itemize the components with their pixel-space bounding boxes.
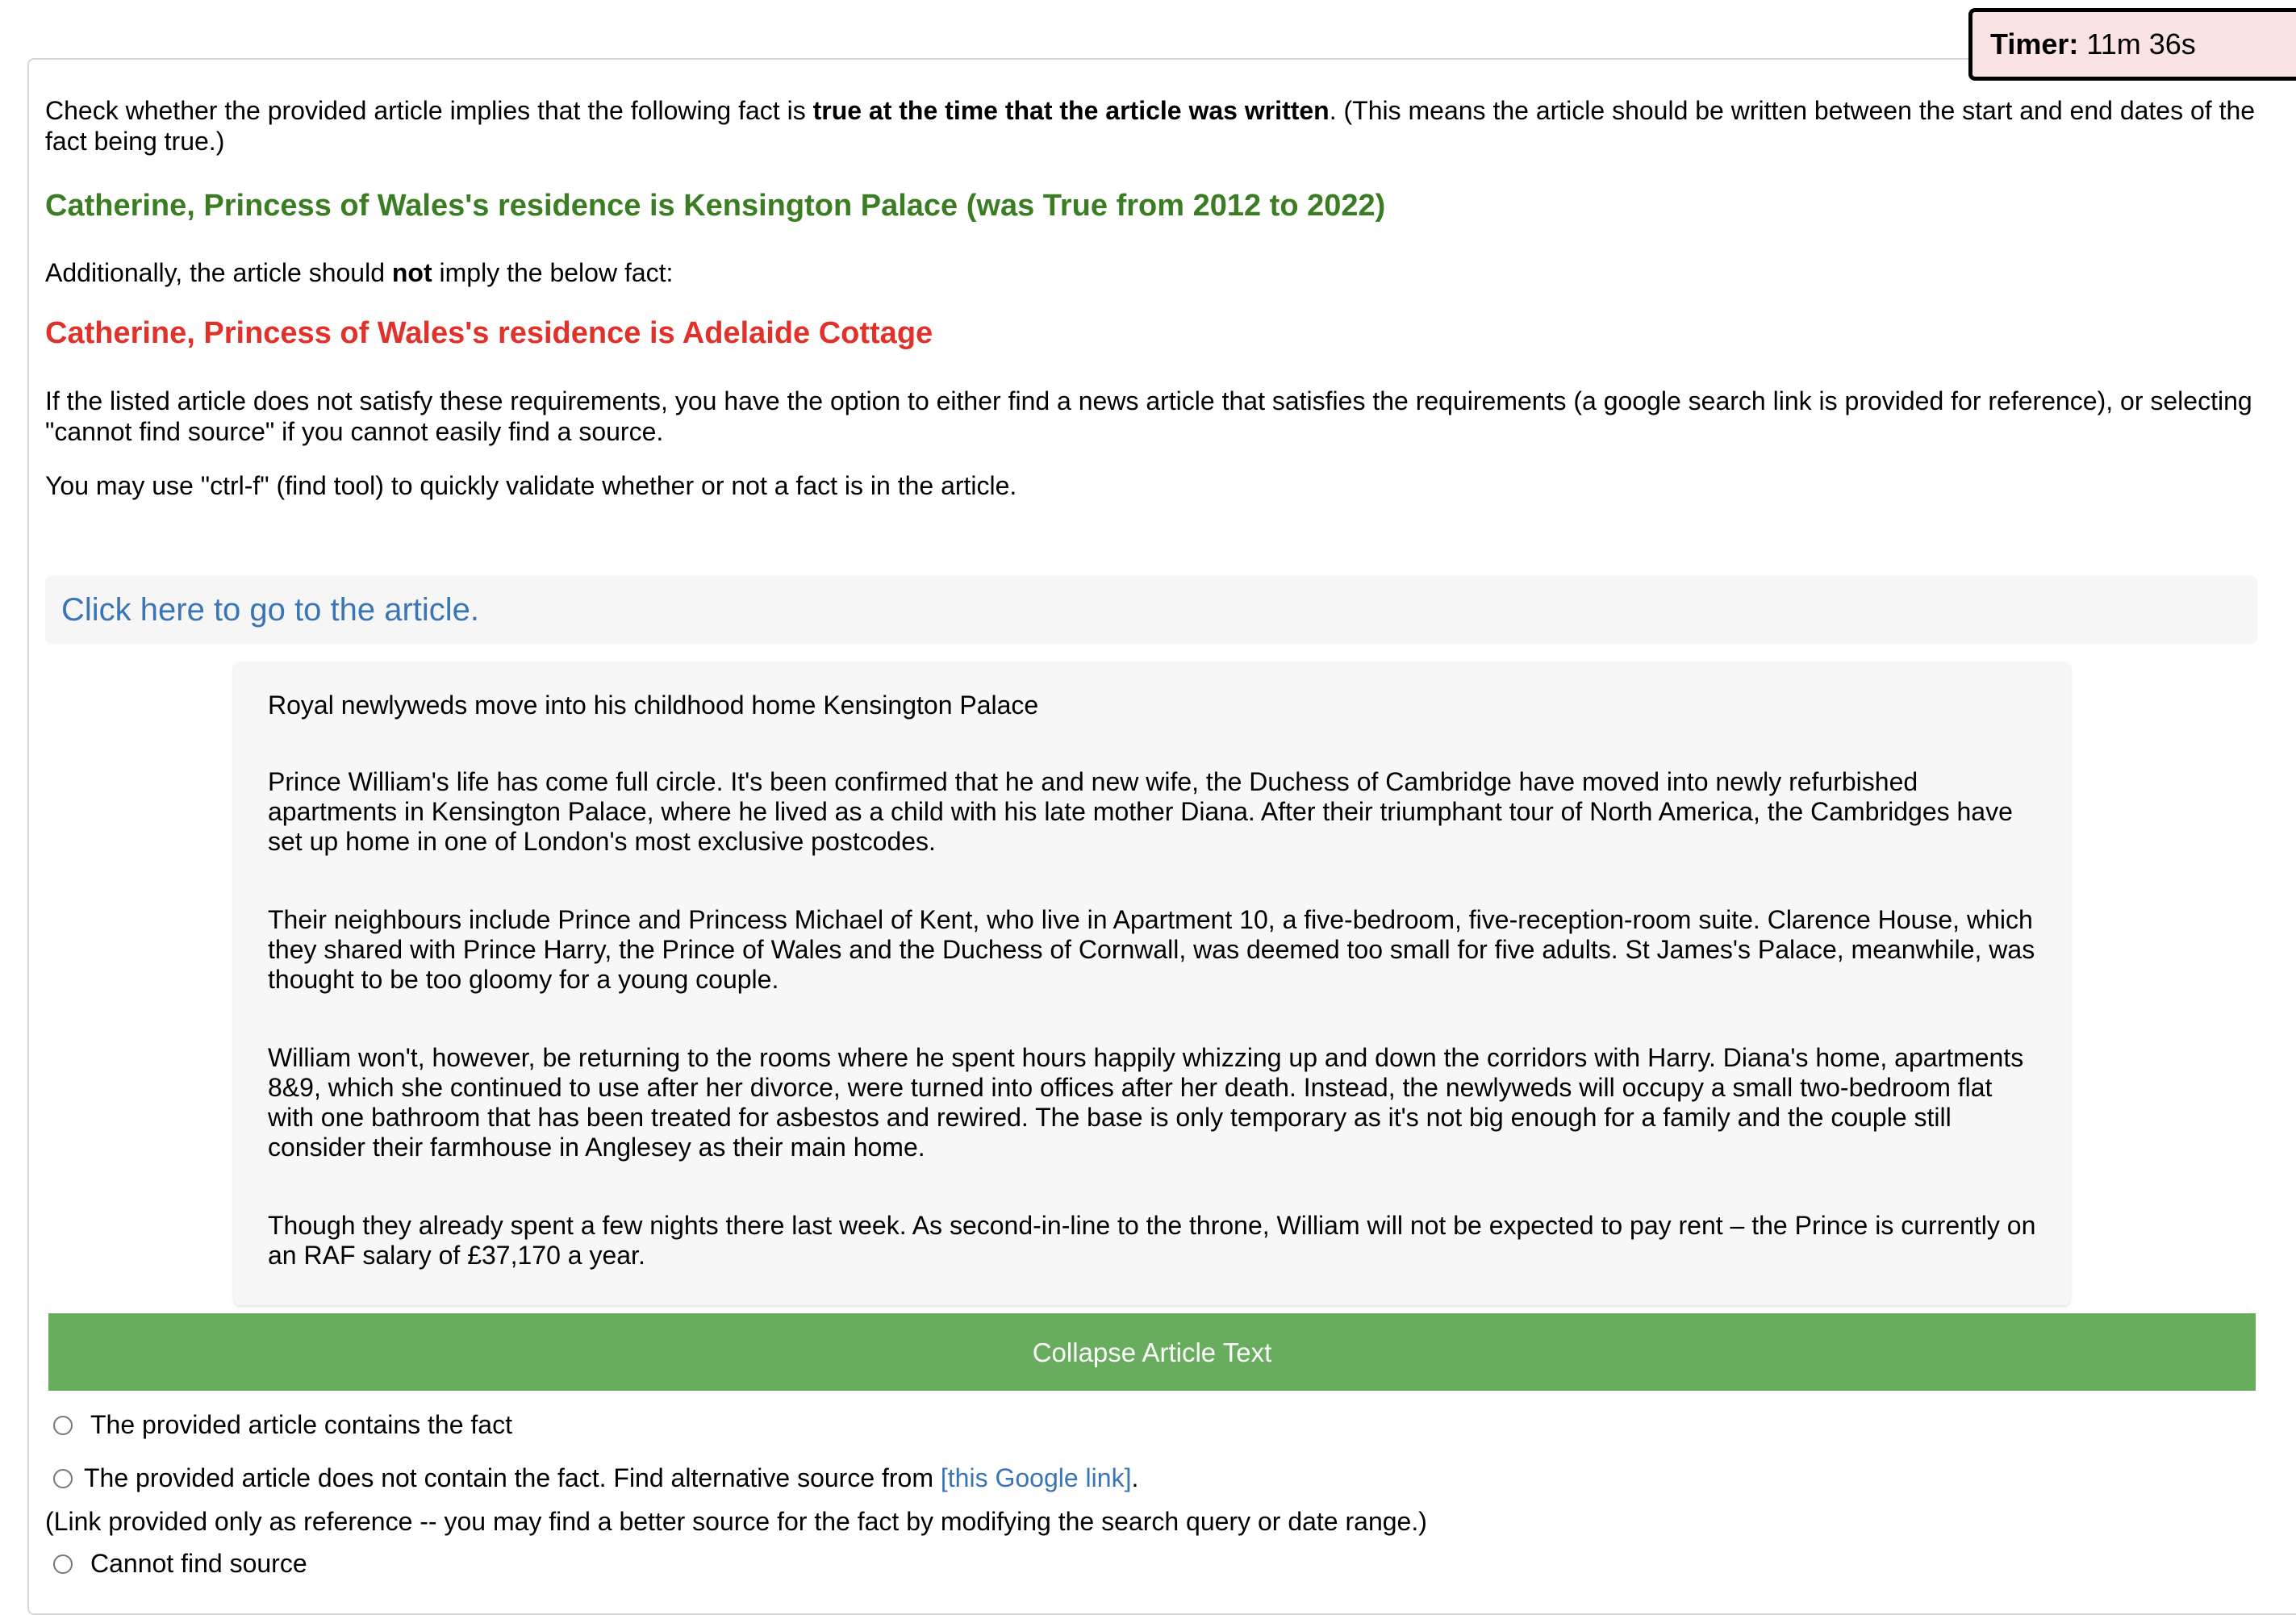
collapse-article-button[interactable]: Collapse Article Text [48, 1313, 2256, 1391]
intro-text-post: . (This means the article should be written between the start and end dates of the fact being true.) [45, 96, 2256, 156]
option-cannot-find[interactable] [53, 1549, 307, 1579]
timer-value: 11m 36s [2086, 27, 2196, 61]
option-not-contains-post: . [1131, 1463, 1139, 1492]
google-link[interactable]: [this Google link] [940, 1463, 1132, 1492]
ctrl-f-hint: You may use "ctrl-f" (find tool) to quickly validate whether or not a fact is in the article. [45, 471, 1017, 500]
option-not-contains[interactable] [53, 1463, 1138, 1493]
article-paragraph: Their neighbours include Prince and Princess Michael of Kent, who live in Apartment 10, a five-bedroom, five-reception-room suite. Clarence House, which they shared with Prince Harry, the Prince of Wales and the Duchess of Cornwall, was deemed too small for five adults. St James's Palace, meanwhile, was thought to be too gloomy for a young couple. [268, 905, 2035, 994]
additionally-text [45, 258, 673, 288]
article-paragraph: Though they already spent a few nights there last week. As second-in-line to the throne, William will not be expected to pay rent – the Prince is currently on an RAF salary of £37,170 a year. [268, 1211, 2036, 1270]
article-link-bar [45, 576, 2257, 644]
radio-contains[interactable] [53, 1416, 73, 1435]
radio-cannot-find[interactable] [53, 1554, 73, 1574]
reference-note: (Link provided only as reference -- you may find a better source for the fact by modifying the search query or date range.) [45, 1507, 1427, 1536]
intro-text-bold: true at the time that the article was written [812, 96, 1330, 125]
timer-label: Timer: [1990, 27, 2079, 61]
additionally-pre: Additionally, the article should [45, 258, 392, 287]
option-not-contains-label [84, 1463, 1138, 1493]
option-contains[interactable] [53, 1410, 512, 1440]
article-paragraph: Prince William's life has come full circle. It's been confirmed that he and new wife, the Duchess of Cambridge have moved into newly refurbished apartments in Kensington Palace, where he lived as a child with his late mother Diana. After their triumphant tour of North America, the Cambridges have set up home in one of London's most exclusive postcodes. [268, 767, 2013, 856]
additionally-bold: not [391, 258, 432, 287]
true-fact-heading: Catherine, Princess of Wales's residence is Kensington Palace (was True from 2012 to 2022) [45, 189, 1386, 223]
instructions-intro [45, 95, 2256, 156]
additionally-post: imply the below fact: [432, 258, 674, 287]
option-instructions: If the listed article does not satisfy these requirements, you have the option to either find a news article that satisfies the requirements (a google search link is provided for reference), or selecting "cannot find source" if you cannot easily find a source. [45, 386, 2252, 446]
option-not-contains-pre: The provided article does not contain the fact. Find alternative source from [84, 1463, 941, 1492]
article-paragraph: William won't, however, be returning to the rooms where he spent hours happily whizzing up and down the corridors with Harry. Diana's home, apartments 8&9, which she continued to use after her divorce, were turned into offices after her death. Instead, the newlyweds will occupy a small two-bedroom flat with one bathroom that has been treated for asbestos and rewired. The base is only temporary as it's not big enough for a family and the couple still consider their farmhouse in Anglesey as their main home. [268, 1043, 2024, 1162]
radio-not-contains[interactable] [53, 1469, 73, 1488]
intro-text-pre: Check whether the provided article implies that the following fact is [45, 96, 813, 125]
option-cannot-find-label: Cannot find source [90, 1549, 307, 1578]
article-text-box [234, 661, 2070, 1305]
article-title: Royal newlyweds move into his childhood home Kensington Palace [268, 691, 1039, 720]
intro-text [45, 95, 2256, 156]
option-contains-label: The provided article contains the fact [90, 1410, 512, 1439]
false-fact-heading: Catherine, Princess of Wales's residence is Adelaide Cottage [45, 316, 933, 350]
timer-box [1968, 8, 2296, 81]
article-link[interactable]: Click here to go to the article. [61, 592, 480, 628]
